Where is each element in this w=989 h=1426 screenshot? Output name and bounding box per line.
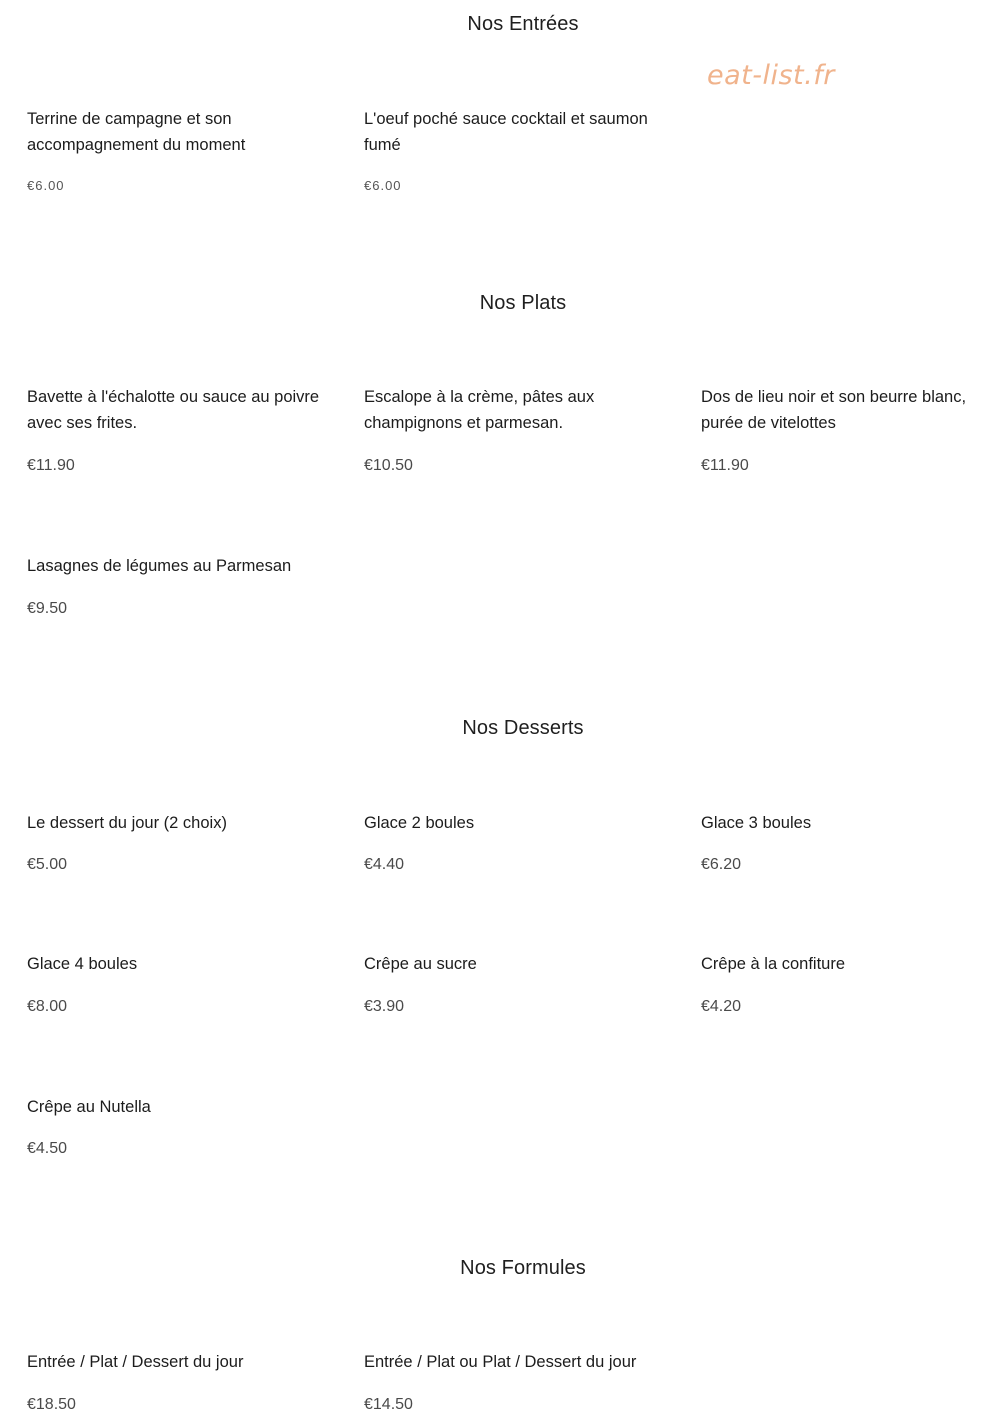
item-price: €6.00 [27, 178, 65, 193]
menu-item [27, 951, 347, 1015]
item-name: Glace 4 boules [27, 955, 138, 973]
menu-item [27, 384, 347, 474]
item-price: €8.00 [27, 998, 68, 1015]
menu-item [701, 951, 986, 1015]
item-name: Le dessert du jour (2 choix) [27, 814, 227, 832]
menu-item [27, 106, 347, 193]
menu-item [701, 810, 986, 873]
menu-item [701, 384, 986, 474]
item-price: €4.50 [27, 1140, 68, 1157]
menu-item [27, 553, 347, 617]
item-price: €10.50 [364, 457, 413, 474]
menu-item [364, 384, 684, 474]
item-name: Glace 3 boules [701, 814, 812, 832]
item-name: Lasagnes de légumes au Parmesan [27, 557, 292, 575]
item-price: €11.90 [27, 457, 75, 474]
item-name: Crêpe au sucre [364, 955, 477, 973]
section-title-desserts: Nos Desserts [462, 717, 584, 739]
menu-item [27, 1094, 347, 1157]
item-price: €9.50 [27, 600, 68, 617]
item-price: €11.90 [701, 457, 749, 474]
item-price: €4.40 [364, 856, 405, 873]
section-title-formules: Nos Formules [460, 1257, 586, 1279]
section-title-plats: Nos Plats [479, 292, 567, 314]
item-name: Terrine de campagne et son accompagnement du moment [27, 110, 246, 154]
menu-item [364, 1349, 684, 1413]
watermark: eat-list.fr [707, 60, 835, 91]
item-name: Entrée / Plat / Dessert du jour [27, 1353, 244, 1371]
menu-item [364, 951, 684, 1015]
menu-item [364, 810, 684, 873]
item-name: Crêpe au Nutella [27, 1098, 151, 1116]
menu-item [27, 1349, 347, 1413]
item-price: €14.50 [364, 1396, 413, 1413]
item-name: Entrée / Plat ou Plat / Dessert du jour [364, 1353, 637, 1371]
item-price: €5.00 [27, 856, 68, 873]
menu-item [27, 810, 347, 873]
item-price: €3.90 [364, 998, 405, 1015]
item-price: €18.50 [27, 1396, 76, 1413]
item-name: Glace 2 boules [364, 814, 475, 832]
section-title-entrees: Nos Entrées [467, 13, 579, 35]
item-name: Bavette à l'échalotte ou sauce au poivre avec ses frites. [27, 388, 320, 432]
menu-item [364, 106, 684, 193]
item-price: €6.20 [701, 856, 742, 873]
item-name: Crêpe à la confiture [701, 955, 845, 973]
item-price: €4.20 [701, 998, 742, 1015]
item-name: L'oeuf poché sauce cocktail et saumon fumé [364, 110, 648, 154]
item-price: €6.00 [364, 178, 402, 193]
item-name: Escalope à la crème, pâtes aux champignons et parmesan. [364, 388, 595, 432]
item-name: Dos de lieu noir et son beurre blanc, purée de vitelottes [701, 388, 967, 432]
